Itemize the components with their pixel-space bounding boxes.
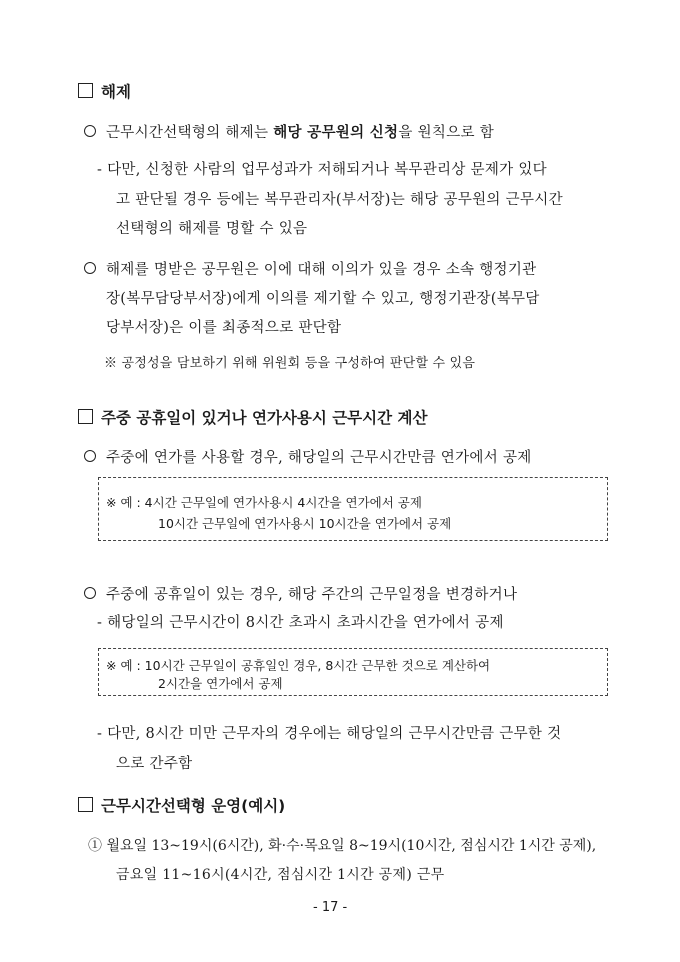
paragraph-annual-leave bbox=[84, 446, 532, 467]
example-schedule-line: 금요일 11~16시(4시간, 점심시간 1시간 공제) 근무 bbox=[116, 867, 445, 883]
paragraph-line: 장(복무담당부서장)에게 이의를 제기할 수 있고, 행정기관장(복무담 bbox=[106, 291, 540, 307]
checkbox-square-icon bbox=[78, 83, 93, 98]
paragraph-line: 고 판단될 경우 등에는 복무관리자(부서장)는 해당 공무원의 근무시간 bbox=[116, 192, 563, 208]
example-line: 2시간을 연가에서 공제 bbox=[158, 676, 283, 691]
example-line: ※ 예 : 10시간 근무일이 공휴일인 경우, 8시간 근무한 것으로 계산하여 bbox=[106, 658, 491, 673]
circle-bullet-icon bbox=[84, 262, 96, 274]
circle-bullet-icon bbox=[84, 587, 96, 599]
paragraph-line: 선택형의 해제를 명할 수 있음 bbox=[116, 221, 308, 237]
example-line: 10시간 근무일에 연가사용시 10시간을 연가에서 공제 bbox=[158, 516, 452, 531]
example-line: ※ 예 : 4시간 근무일에 연가사용시 4시간을 연가에서 공제 bbox=[106, 495, 422, 510]
section-heading-release bbox=[78, 80, 131, 102]
text-segment: 주중에 연가를 사용할 경우, 해당일의 근무시간만큼 연가에서 공제 bbox=[106, 450, 532, 466]
paragraph-line: 당부서장)은 이를 최종적으로 판단함 bbox=[106, 320, 342, 336]
text-segment: 해제를 명받은 공무원은 이에 대해 이의가 있을 경우 소속 행정기관 bbox=[106, 262, 537, 278]
example-schedule-line: ① 월요일 13~19시(6시간), 화·수·목요일 8~19시(10시간, 점심시간 1시간 공제), bbox=[88, 838, 597, 854]
circle-bullet-icon bbox=[84, 450, 96, 462]
section-heading-example bbox=[78, 794, 285, 816]
text-segment: 근무시간선택형의 해제는 bbox=[106, 125, 274, 141]
checkbox-square-icon bbox=[78, 409, 93, 424]
paragraph-line: - 다만, 8시간 미만 근무자의 경우에는 해당일의 근무시간만큼 근무한 것 bbox=[97, 726, 562, 742]
paragraph-release-principle bbox=[84, 121, 494, 142]
circle-bullet-icon bbox=[84, 125, 96, 137]
section-title: 주중 공휴일이 있거나 연가사용시 근무시간 계산 bbox=[101, 409, 428, 427]
bold-text: 해당 공무원의 신청 bbox=[273, 124, 399, 141]
text-segment: 을 원칙으로 함 bbox=[398, 125, 495, 141]
paragraph-line: - 해당일의 근무시간이 8시간 초과시 초과시간을 연가에서 공제 bbox=[97, 615, 504, 631]
section-title: 해제 bbox=[101, 83, 131, 101]
page-number: - 17 - bbox=[313, 900, 348, 915]
paragraph-objection bbox=[84, 258, 536, 279]
section-heading-leave bbox=[78, 406, 427, 428]
checkbox-square-icon bbox=[78, 797, 93, 812]
section-title: 근무시간선택형 운영(예시) bbox=[101, 797, 286, 815]
paragraph-holiday bbox=[84, 583, 517, 604]
text-segment: 주중에 공휴일이 있는 경우, 해당 주간의 근무일정을 변경하거나 bbox=[106, 587, 518, 603]
note-fairness: ※ 공정성을 담보하기 위해 위원회 등을 구성하여 판단할 수 있음 bbox=[104, 356, 476, 371]
paragraph-line: 으로 간주함 bbox=[116, 756, 193, 772]
paragraph-line: - 다만, 신청한 사람의 업무성과가 저해되거나 복무관리상 문제가 있다 bbox=[97, 162, 547, 178]
